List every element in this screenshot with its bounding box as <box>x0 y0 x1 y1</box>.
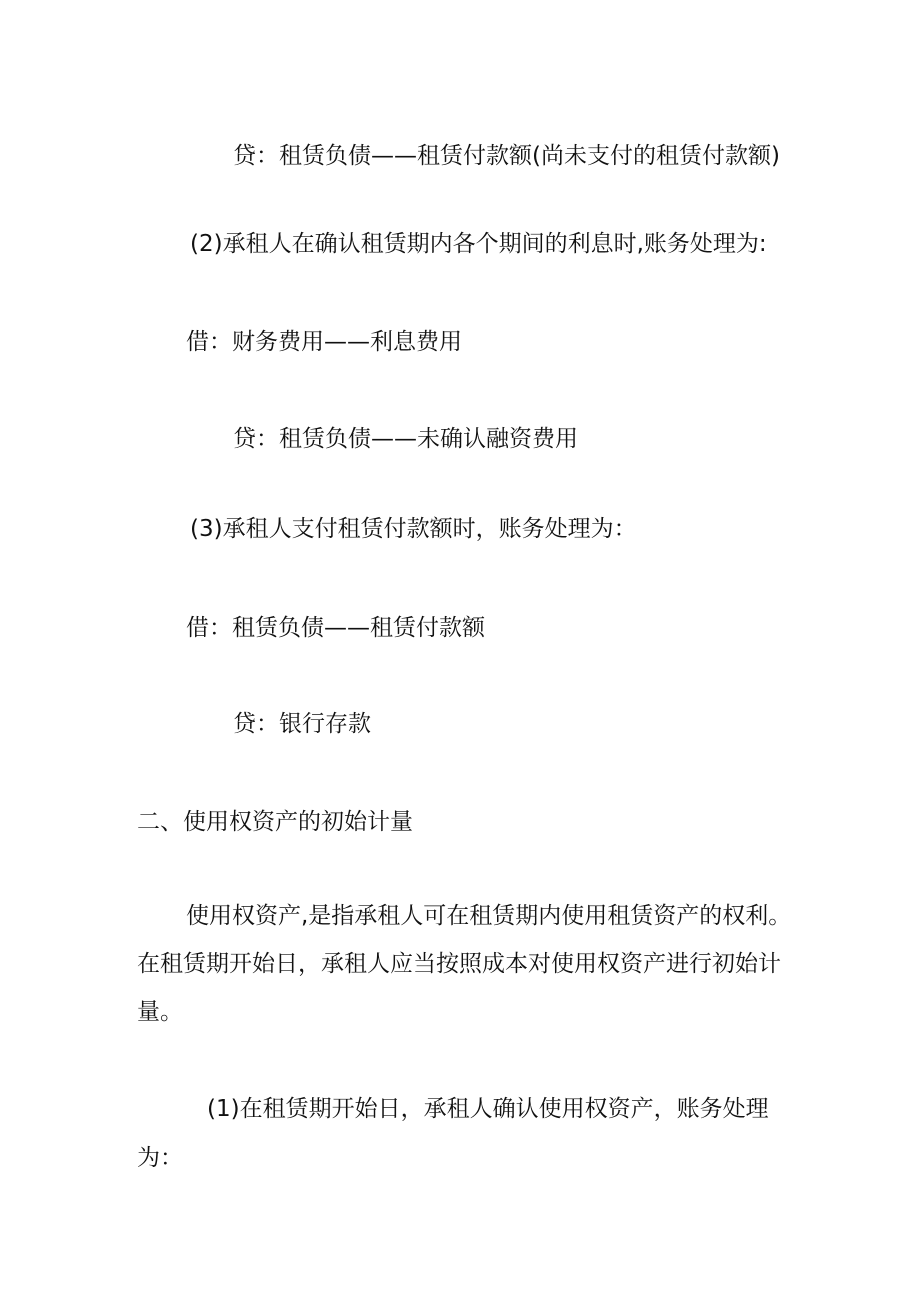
section-heading-right-of-use-asset: 二、使用权资产的初始计量 <box>137 809 413 835</box>
journal-entry-credit-lease-liability: 贷：租赁负债——租赁付款额(尚未支付的租赁付款额) <box>233 143 780 169</box>
paragraph-line-3: 量。 <box>137 999 183 1025</box>
step-1-recognition-line-1: (1)在租赁期开始日，承租人确认使用权资产，账务处理 <box>207 1096 769 1122</box>
step-2-interest-heading: (2)承租人在确认租赁期内各个期间的利息时,账务处理为: <box>190 231 767 257</box>
journal-entry-debit-finance-expense: 借：财务费用——利息费用 <box>186 329 462 355</box>
journal-entry-credit-unrecognized-financing: 贷：租赁负债——未确认融资费用 <box>233 426 578 452</box>
journal-entry-credit-bank-deposit: 贷：银行存款 <box>233 711 371 737</box>
paragraph-line-1: 使用权资产,是指承租人可在租赁期内使用租赁资产的权利。 <box>186 903 792 929</box>
step-1-recognition-line-2: 为： <box>137 1145 183 1171</box>
journal-entry-debit-lease-liability: 借：租赁负债——租赁付款额 <box>186 615 485 641</box>
paragraph-line-2: 在租赁期开始日，承租人应当按照成本对使用权资产进行初始计 <box>137 951 781 977</box>
step-3-payment-heading: (3)承租人支付租赁付款额时，账务处理为： <box>190 516 637 542</box>
